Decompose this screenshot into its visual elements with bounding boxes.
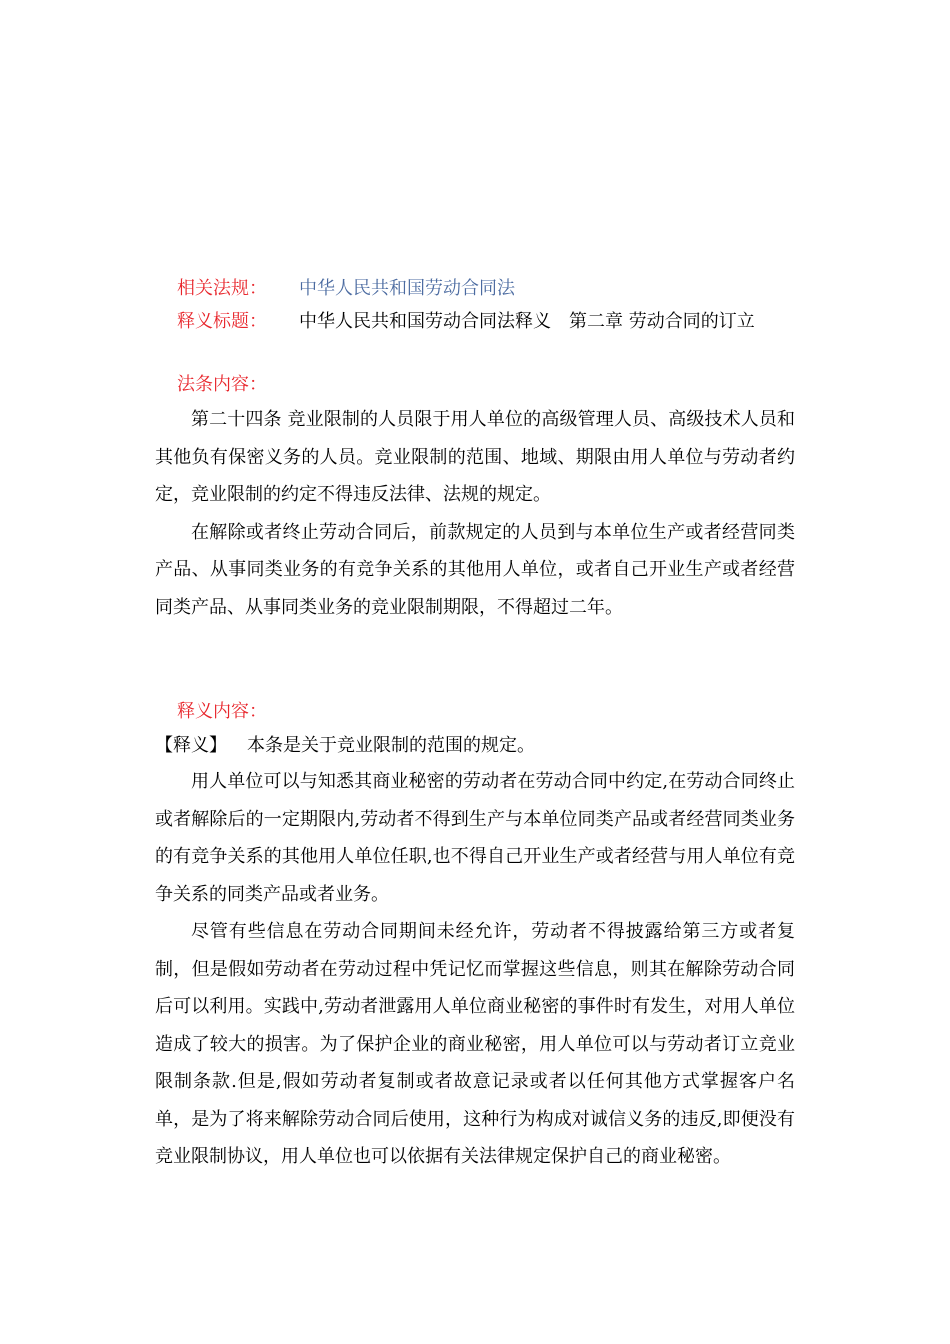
interpretation-summary-line [155,731,535,761]
interpretation-title-label: 释义标题： [177,311,267,332]
law-paragraph: 第二十四条 竞业限制的人员限于用人单位的高级管理人员、高级技术人员和其他负有保密义务的人员。竞业限制的范围、地域、期限由用人单位与劳动者约定，竞业限制的约定不得违反法律、法规的规定。 [155,409,795,505]
interpretation-paragraph: 用人单位可以与知悉其商业秘密的劳动者在劳动合同中约定,在劳动合同终止或者解除后的一定期限内,劳动者不得到生产与本单位同类产品或者经营同类业务的有竞争关系的其他用人单位任职,也不得自己开业生产或者经营与用人单位有竞争关系的同类产品或者业务。 [155,771,795,905]
related-law-label: 相关法规： [177,278,267,299]
related-law-row [177,274,515,304]
interpretation-title-value: 中华人民共和国劳动合同法释义 第二章 劳动合同的订立 [299,311,755,332]
law-content-body [155,401,795,626]
interpretation-title-row [177,307,755,337]
related-law-value[interactable]: 中华人民共和国劳动合同法 [299,278,515,299]
law-paragraph: 在解除或者终止劳动合同后，前款规定的人员到与本单位生产或者经营同类产品、从事同类业务的有竞争关系的其他用人单位，或者自己开业生产或者经营同类产品、从事同类业务的竞业限制期限，不得超过二年。 [155,521,795,618]
interpretation-content-heading: 释义内容： [177,701,267,722]
interpretation-paragraph: 尽管有些信息在劳动合同期间未经允许，劳动者不得披露给第三方或者复制，但是假如劳动者在劳动过程中凭记忆而掌握这些信息，则其在解除劳动合同后可以利用。实践中,劳动者泄露用人单位商业秘密的事件时有发生，对用人单位造成了较大的损害。为了保护企业的商业秘密，用人单位可以与劳动者订立竞业限制条款.但是,假如劳动者复制或者故意记录或者以任何其他方式掌握客户名单，是为了将来解除劳动合同后使用，这种行为构成对诚信义务的违反,即便没有竞业限制协议，用人单位也可以依据有关法律规定保护自己的商业秘密。 [155,921,795,1167]
interpretation-content-body [155,763,795,1176]
interpretation-summary: 本条是关于竞业限制的范围的规定。 [247,735,535,756]
law-content-heading: 法条内容： [177,374,267,395]
interpretation-bracket-label: 【释义】 [155,735,227,756]
